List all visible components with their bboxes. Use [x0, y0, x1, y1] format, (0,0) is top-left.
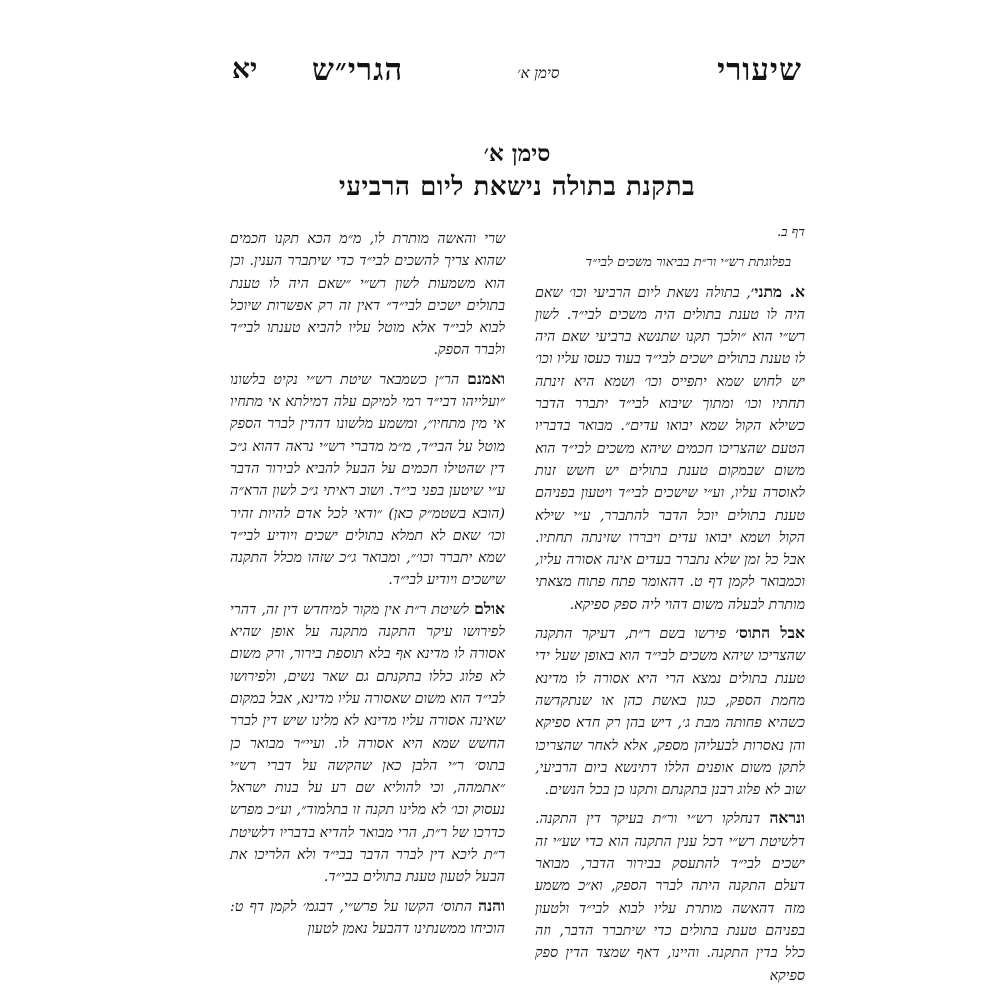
paragraph-text: דנחלקו רש״י ור״ת בעיקר דין התקנה. דלשיטת רש״י דכל ענין התקנה הוא כדי שע״י זה ישכים לבי״ד להתעסק בבירור הדבר, מבואר דעלם התקנה היתה לברר הספק, וא״כ משמע מזה דהאשה מותרת עליו לבוא לבי״ד ולטעון בפניהם טענת בתולים כדי שיתברר הדבר, וזה כלל בדין התקנה. והיינו, דאף שמצד הדין ספק ספיקא: [535, 811, 805, 984]
paragraph-text: הר״ן כשמבאר שיטת רש״י נקיט בלשונו ״ועלייהו דבי״ד רמי למיקם עלה דמילתא אי מתחיו אי מין מתחיו״, ומשמע מלשונו דהדין לברר הספק מוטל על הבי״ד, מ״מ מדברי רש״י נראה דהוא ג״כ דין שהטילו חכמים על הבעל להביא לבירור הדבר ע״י שיטען בפני בי״ד. ושוב ראיתי ג״כ לשון הרא״ה (הובא בשטמ״ק כאן) ״ודאי לכל אדם להיות זהיר וכו׳ שאם לא תמלא בתולים ישכים ויודיע לבי״ד שמא יתברר וכו׳״, ומבואר ג״כ שזהו מכלל התקנה שישכים ויודיע לבי״ד.: [230, 371, 505, 589]
paragraph: [535, 622, 805, 801]
paragraph-text: לשיטת ר״ת אין מקור למיחדש דין זה, דהרי לפירושו עיקר התקנה מתקנה על אופן שהיא אסורה לו מדינא אף בלא תוספת בירור, ורק משום לא פלוג כללו בתקנתם גם שאר נשים, ולפירושו לבי״ד הוא משום שאסורה עליו מדינא, אבל במקום שאינה אסורה עליו מדינא לא מלינו שיש דין לברר החשש שמא היא אסורה לו. ועיי״ר מבואר כן בתוס׳ ר״י הלבן כאן שהקשה על דברי רש״י ״אתמהה, וכי להוליא שם רע על בנות ישראל נעסוק וכו׳ לא מלינו תקנה זו בתלמוד״, וע״כ מפרש כדרכו של ר״ת, הרי מבואר להדיא בדבריו דלשיטת ר״ת ליכא דין לברר הדבר בבי״ד ולא הלריכו את הבעל לטעון טענת בתולים בבי״ד.: [230, 601, 505, 886]
siman-label: סימן א׳: [517, 64, 560, 82]
paragraph-lead: אולם: [474, 598, 505, 618]
paragraph: [230, 368, 505, 592]
book-title-left: הגרי״ש: [312, 52, 404, 88]
paragraph: [230, 228, 505, 362]
paragraph-lead: ונראה: [769, 808, 805, 828]
book-title-right: שיעורי: [717, 52, 802, 88]
page-number: יא: [232, 52, 258, 85]
paragraph: [230, 895, 505, 941]
paragraph-lead: ואמנם: [467, 368, 505, 388]
paragraph-text: התוס׳ הקשו על פרש״י, דבגמ׳ לקמן דף ט: הוכיחו ממשנתינו דהבעל נאמן לטעון: [230, 898, 505, 937]
text-column-right: [535, 222, 805, 993]
paragraph-text: פירשו בשם ר״ת, דעיקר התקנה שהצריכו שיהא משכים לבי״ד הוא באופן שעל ידי טענת בתולים נמצא הרי היא אסורה לו מדינא מחמת הספק, כגון באשת כהן או שנתקדשה כשהיא פחותה מבת ג׳, דיש בהן רק חדא ספיקא והן נאסרות לבעליהן מספק, אלא לאחר שהצריכו לתקן משום אופנים הללו דתינשא ביום הרביעי, שוב לא פלוג רבנן בתקנתם ותקנו כן בכל הנשים.: [535, 626, 805, 799]
paragraph-text: , בתולה נשאת ליום הרביעי וכו׳ שאם היה לו טענת בתולים היה משכים לבי״ד. לשון רש״י הוא ״ולכך תקנו שתנשא ברביעי שאם היה לו טענת בתולים ישכים לבי״ד בעוד כעסו עליו וכו׳ יש לחוש שמא יתפייס וכו׳ ושמא היא זינתה תחתיו וכו׳ ומתוך שיבוא לבי״ד יתברר הדבר כשילא הקול שמא יבואו עדים״. מבואר בדבריו הטעם שהצריכו חכמים שיהא משכים לבי״ד הוא משום שבמקום טענת בתולים יש חשש זנות לאוסרה עליו, וע״י שישכים לבי״ד ויטעון בפניהם טענת בתולים יוכל הדבר להתברר, ע״י שילא הקול ושמא יבואו עדים ויבררו שזינתה תחתיו. אבל כל זמן שלא נתברר בעדים אינה אסורה עליו, וכמבואר לקמן דף ט. דהאומר פתח פתוח מצאתי מותרת לבעלה משום דהוי ליה ספק ספיקא.: [535, 284, 805, 613]
paragraph: [535, 281, 805, 616]
daf-reference: דף ב.: [777, 225, 805, 240]
chapter-title: בתקנת בתולה נישאת ליום הרביעי: [338, 172, 696, 202]
paragraph-text: שרי והאשה מותרת לו, מ״מ הכא תקנו חכמים שהוא צריך להשכים לבי״ד כדי שיתברר הענין. וכן הוא משמעות לשון רש״י ״שאם היה לו טענת בתולים ישכים לבי״ד״ דאין זה רק אפשרות שיוכל לבוא לבי״ד אלא מוטל עליו להביא טענתו לבי״ד ולברר הספק.: [230, 231, 505, 359]
running-head: [232, 52, 802, 92]
paragraph-lead: א. מתני׳: [750, 281, 805, 301]
paragraph-lead: אבל התוס׳: [735, 623, 805, 643]
section-subheading: בפלוגתת רש״י ור״ת בביאור משכים לבי״ד: [585, 255, 791, 271]
siman-heading: סימן א׳: [483, 140, 551, 167]
paragraph: [535, 807, 805, 986]
paragraph: [230, 598, 505, 889]
paragraph-lead: והנה: [478, 895, 505, 915]
text-column-left: [230, 228, 505, 946]
